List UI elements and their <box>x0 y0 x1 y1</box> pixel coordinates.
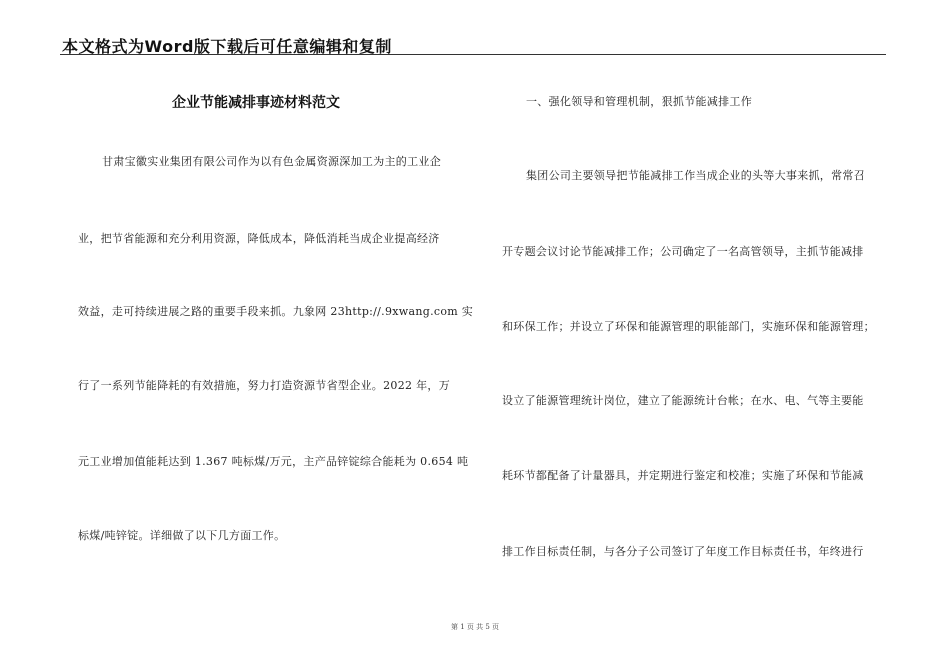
download-banner: 本文格式为Word版下载后可任意编辑和复制 <box>62 37 392 56</box>
section-heading: 一、强化领导和管理机制，狠抓节能减排工作 <box>526 95 752 108</box>
right-paragraph-line: 设立了能源管理统计岗位，建立了能源统计台帐；在水、电、气等主要能 <box>502 394 864 407</box>
left-paragraph-line: 甘肃宝徽实业集团有限公司作为以有色金属资源深加工为主的工业企 <box>102 155 441 168</box>
right-paragraph-line: 集团公司主要领导把节能减排工作当成企业的头等大事来抓，常常召 <box>526 169 865 182</box>
left-paragraph-line: 标煤/吨锌锭。详细做了以下几方面工作。 <box>78 529 286 542</box>
document-title: 企业节能减排事迹材料范文 <box>172 95 340 111</box>
right-paragraph-line: 排工作目标责任制，与各分子公司签订了年度工作目标责任书，年终进行 <box>502 545 864 558</box>
left-paragraph-line: 行了一系列节能降耗的有效措施，努力打造资源节省型企业。2022 年，万 <box>78 379 450 392</box>
page-number: 第 1 页 共 5 页 <box>450 623 500 631</box>
banner-divider <box>60 54 886 55</box>
right-paragraph-line: 耗环节都配备了计量器具，并定期进行鉴定和校准；实施了环保和节能减 <box>502 469 864 482</box>
left-paragraph-line: 效益，走可持续进展之路的重要手段来抓。九象网 23http://.9xwang.com 实 <box>78 305 474 318</box>
right-paragraph-line: 和环保工作；并设立了环保和能源管理的职能部门，实施环保和能源管理； <box>502 320 875 333</box>
left-paragraph-line: 业，把节省能源和充分利用资源，降低成本，降低消耗当成企业提高经济 <box>78 232 440 245</box>
left-paragraph-line: 元工业增加值能耗达到 1.367 吨标煤/万元，主产品锌锭综合能耗为 0.654 吨 <box>78 455 469 468</box>
right-paragraph-line: 开专题会议讨论节能减排工作；公司确定了一名高管领导，主抓节能减排 <box>502 245 864 258</box>
